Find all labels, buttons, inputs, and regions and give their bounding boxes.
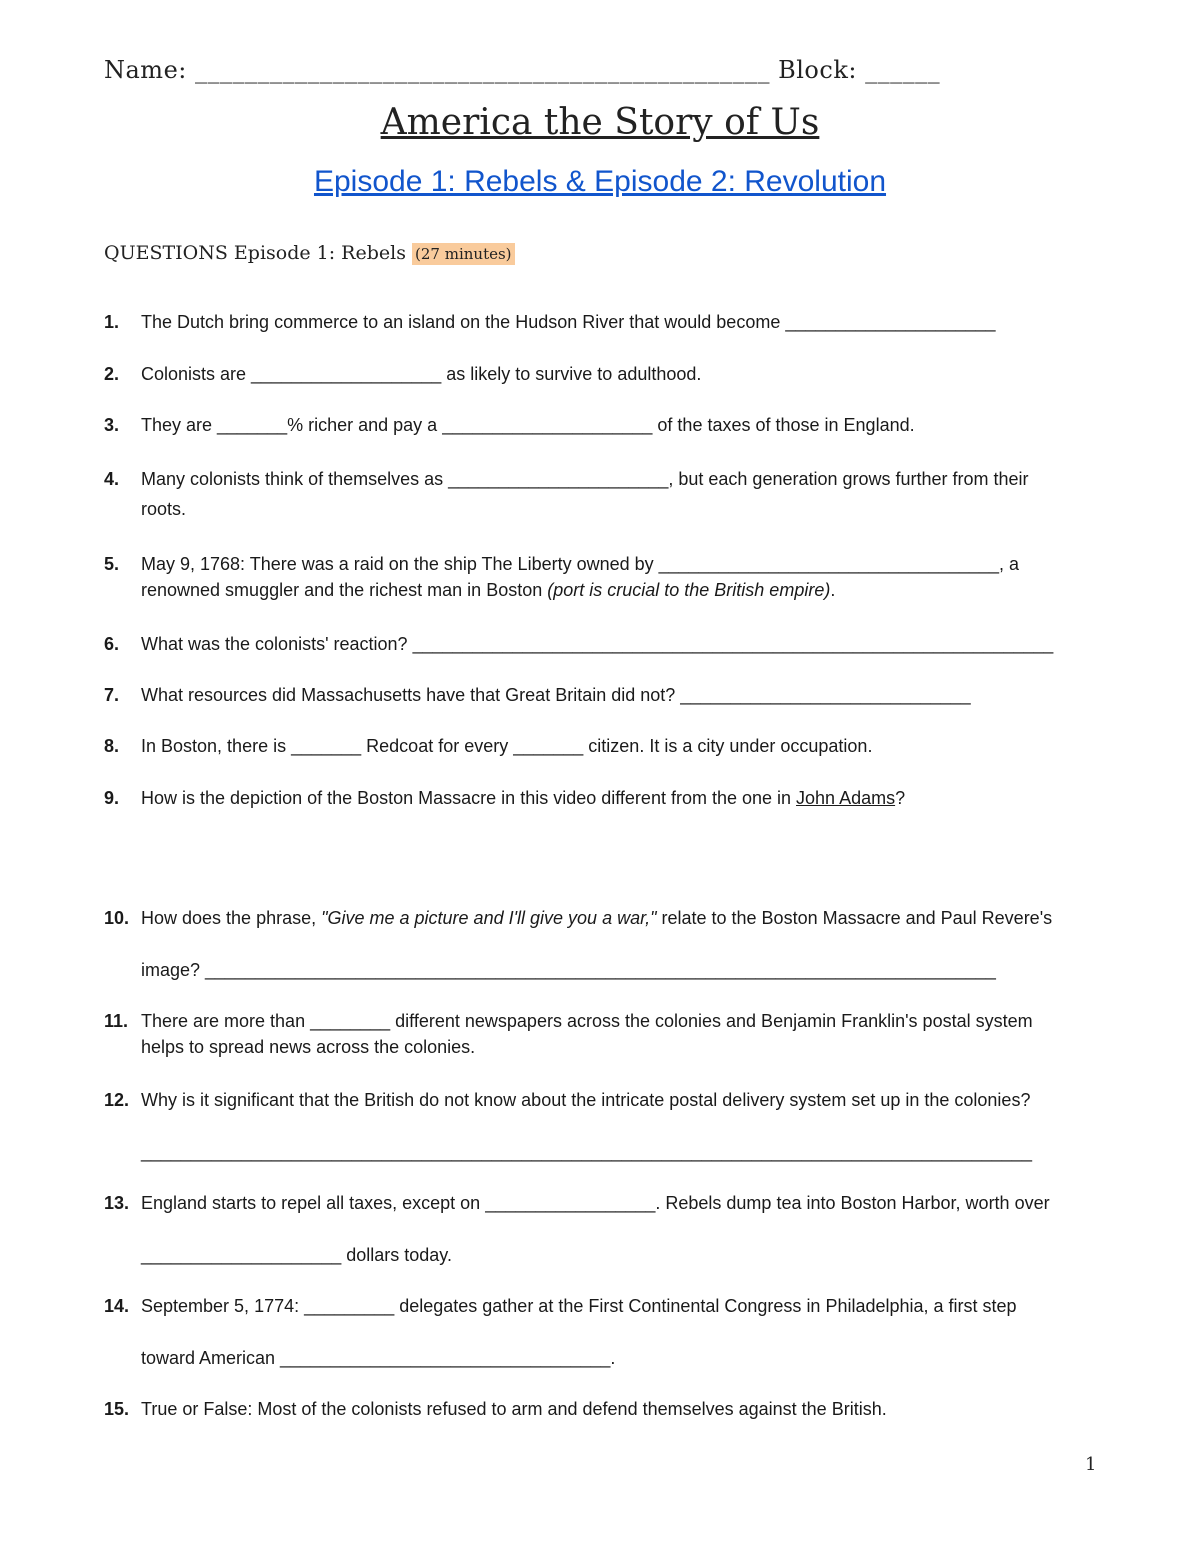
- section-label: QUESTIONS Episode 1: Rebels: [104, 242, 406, 264]
- duration-badge: (27 minutes): [412, 243, 515, 265]
- episode-subtitle-link[interactable]: Episode 1: Rebels & Episode 2: Revolution: [313, 165, 887, 198]
- question-number: 10.: [104, 908, 130, 928]
- answer-line: _________________________________________________________________________________________: [141, 1142, 1032, 1162]
- question-number: 8.: [104, 736, 120, 756]
- question-text: May 9, 1768: There was a raid on the ship The Liberty owned by __________________________________, a: [141, 554, 1020, 574]
- question-number: 6.: [104, 634, 120, 654]
- italic-note: (port is crucial to the British empire): [547, 580, 831, 600]
- question-number: 14.: [104, 1296, 130, 1316]
- question-number: 4.: [104, 469, 120, 489]
- question-text-part: ?: [895, 788, 906, 808]
- question-text: [141, 785, 1096, 811]
- section-heading: [104, 242, 515, 264]
- question-text: True or False: Most of the colonists refused to arm and defend themselves against the British.: [141, 1399, 887, 1419]
- question-text-part: How does the phrase,: [141, 908, 322, 928]
- question-number: 13.: [104, 1193, 130, 1213]
- question-number: 3.: [104, 415, 120, 435]
- film-title: John Adams: [796, 788, 896, 808]
- question-number: 15.: [104, 1399, 130, 1419]
- question-text-part: renowned smuggler and the richest man in Boston: [141, 580, 548, 600]
- question-text: What was the colonists' reaction? ________________________________________________________________: [141, 634, 1054, 654]
- question-number: 2.: [104, 364, 120, 384]
- question-text: The Dutch bring commerce to an island on the Hudson River that would become _____________________: [141, 312, 996, 332]
- question-text: They are _______% richer and pay a _____________________ of the taxes of those in England.: [141, 415, 915, 435]
- answer-line: image? _______________________________________________________________________________: [141, 960, 996, 980]
- question-text-continued: toward American _________________________________.: [141, 1348, 616, 1368]
- question-text-continued: helps to spread news across the colonies.: [141, 1037, 476, 1057]
- question-number: 5.: [104, 554, 120, 574]
- question-text: Colonists are ___________________ as likely to survive to adulthood.: [141, 364, 702, 384]
- page-number: 1: [1085, 1454, 1097, 1475]
- question-text: England starts to repel all taxes, except on _________________. Rebels dump tea into Boston Harbor, worth over: [141, 1193, 1050, 1213]
- question-number: 7.: [104, 685, 120, 705]
- question-number: 12.: [104, 1090, 130, 1110]
- question-text: September 5, 1774: _________ delegates gather at the First Continental Congress in Philadelphia, a first step: [141, 1296, 1017, 1316]
- question-text-part: .: [830, 580, 836, 600]
- question-number: 11.: [104, 1011, 129, 1031]
- question-text: Why is it significant that the British do not know about the intricate postal delivery system set up in the colonies?: [141, 1090, 1031, 1110]
- question-text-part: relate to the Boston Massacre and Paul Revere's: [656, 908, 1053, 928]
- question-number: 1.: [104, 312, 120, 332]
- question-text-part: How is the depiction of the Boston Massacre in this video different from the one in: [141, 788, 797, 808]
- question-text: In Boston, there is _______ Redcoat for every _______ citizen. It is a city under occupation.: [141, 736, 873, 756]
- quoted-phrase: "Give me a picture and I'll give you a war,": [321, 908, 657, 928]
- question-text-continued: [141, 577, 1096, 603]
- question-text-continued: ____________________ dollars today.: [141, 1245, 452, 1265]
- question-number: 9.: [104, 788, 120, 808]
- question-text: What resources did Massachusetts have that Great Britain did not? _____________________________: [141, 685, 971, 705]
- question-text-continued: roots.: [141, 499, 187, 519]
- page-title: America the Story of Us: [380, 102, 820, 143]
- question-text: Many colonists think of themselves as ______________________, but each generation grows further from their: [141, 469, 1029, 489]
- name-block-line: Name: ______________________________________________ Block: ______: [104, 56, 941, 84]
- question-text: There are more than ________ different newspapers across the colonies and Benjamin Franklin's postal system: [141, 1011, 1033, 1031]
- question-text: [141, 905, 1096, 931]
